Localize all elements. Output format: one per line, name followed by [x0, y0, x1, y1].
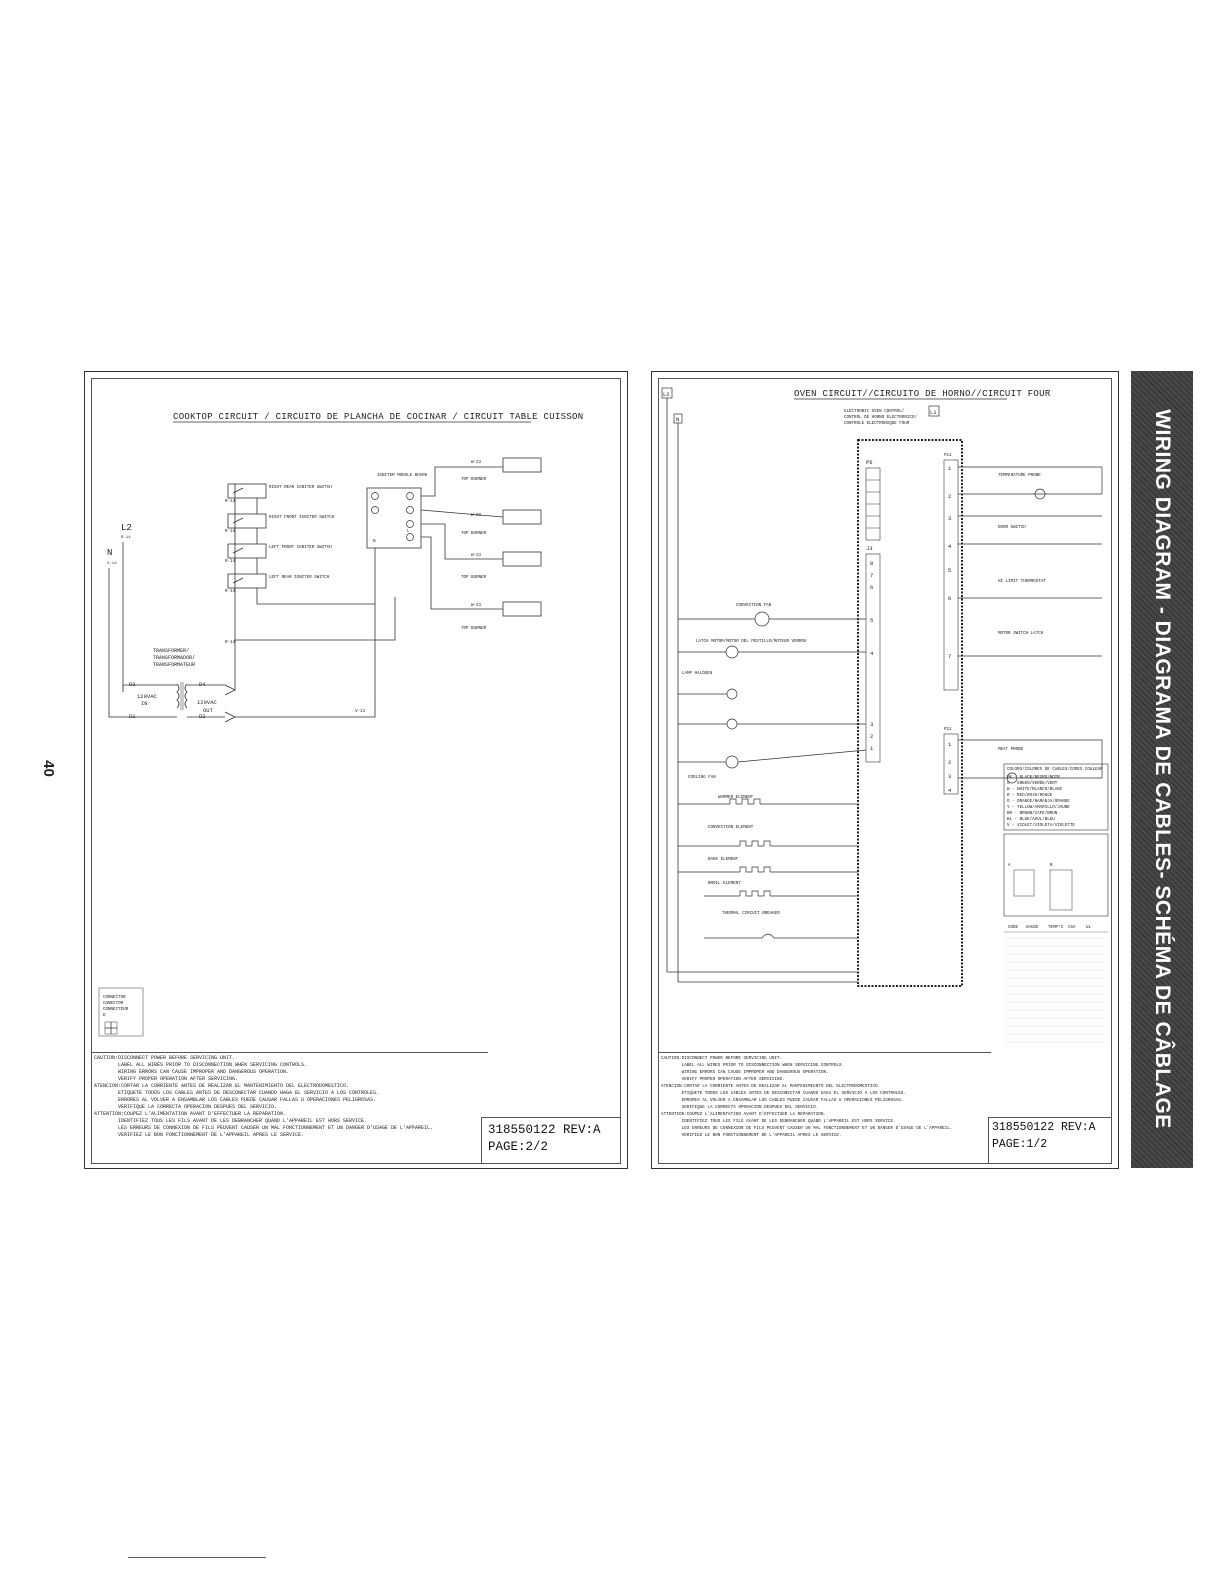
svg-text:BL - BLUE/AZUL/BLEU: BL - BLUE/AZUL/BLEU: [1007, 818, 1055, 822]
n-label: N: [107, 548, 113, 558]
halogen-lamps: [678, 672, 866, 729]
svg-text:CONNECTOR: CONNECTOR: [103, 996, 126, 1000]
svg-text:CONNECTEUR: CONNECTEUR: [103, 1008, 129, 1012]
svg-text:2: 2: [948, 493, 952, 500]
svg-text:GAUGE: GAUGE: [1026, 926, 1039, 930]
top-burner-4: [421, 537, 541, 631]
oven-caution-text: CAUTION:DISCONNECT POWER BEFORE SERVICING UNIT. LABEL ALL WIRES PRIOR TO DISCONNECTION WHEN SERVICING CONTROLS. WIRING ERRORS CAN CAUSE IMPROPER AND DANGEROUS OPERATION. VERIFY PROPER OPERATION AFTER SERVICING. ATENCION:CORTAR LA CORRIENTE ANTES DE REALIZAR EL MANTENIMIENTO DEL ELECTRODOMESTICO. ETIQUETE TODOS LOS CABLES ANTES DE DESCONECTAR CUANDO HAGA EL SERVICIO A LOS CONTROLES. ERRORES AL VOLVER A ENSAMBLAR LOS CABLES PUEDE CAUSAR FALLAS U OPERACIONES PELIGROSAS. VERIFIQUE LA CORRECTA OPERACION DESPUES DEL SERVICIO. ATTENTION:COUPEZ L'ALIMENTATION AVANT D'EFFECTUER LA REPARATION. IDENTIFIEZ TOUS LES FILS AVANT DE LES DEBRANCHER QUAND L'APPAREIL EST HORS SERVICE. LES ERREURS DE CONNEXION DE FILS PEUVENT CAUSER UN MAL FONCTIONNEMENT ET UN DANGER D'USAGE DE L'APPAREIL. VERIFIEZ LE BON FONCTIONNEMENT DE L'APPAREIL APRES LE SERVICE.: [661, 1056, 953, 1138]
svg-text:P11: P11: [944, 454, 952, 458]
svg-text:W - WHITE/BLANCO/BLANC: W - WHITE/BLANCO/BLANC: [1007, 788, 1063, 792]
igniter-switch-lf: [228, 544, 332, 558]
igniter-switch-rf: [228, 514, 335, 528]
sidebar-title: WIRING DIAGRAM - DIAGRAMA DE CABLES- SCHÉMA DE CÂBLAGE: [1151, 409, 1174, 1129]
convection-element: [678, 826, 858, 846]
svg-text:V - VIOLET/VIOLETA/VIOLETTE: V - VIOLET/VIOLETA/VIOLETTE: [1007, 824, 1075, 828]
cooktop-wiring-sheet: [84, 371, 628, 1169]
meat-probe-label: MEAT PROBE: [998, 748, 1024, 752]
svg-text:TEMP°C: TEMP°C: [1048, 926, 1064, 930]
oven-page-label: PAGE:1/2: [992, 1138, 1048, 1151]
svg-text:D2: D2: [199, 713, 206, 720]
svg-text:R-14: R-14: [225, 560, 236, 564]
svg-text:BK - BLACK/NEGRO/NOIR: BK - BLACK/NEGRO/NOIR: [1007, 776, 1060, 780]
oven-n-label: N: [676, 416, 680, 423]
cooktop-diagram: [85, 372, 627, 1052]
oven-title: OVEN CIRCUIT//CIRCUITO DE HORNO//CIRCUIT FOUR: [794, 389, 1051, 399]
wire-gauge-table: [1004, 925, 1108, 1042]
svg-text:7: 7: [948, 653, 952, 660]
p6-connector: [866, 468, 880, 540]
svg-text:P6: P6: [866, 459, 873, 466]
svg-text:WARMER ELEMENT: WARMER ELEMENT: [718, 796, 754, 800]
svg-text:CONVECTION ELEMENT: CONVECTION ELEMENT: [708, 826, 754, 830]
svg-text:P12: P12: [944, 728, 952, 732]
svg-text:V-14: V-14: [355, 710, 366, 714]
svg-text:120VAC: 120VAC: [137, 693, 157, 700]
svg-text:LAMP HALOGEN: LAMP HALOGEN: [682, 672, 713, 676]
svg-text:4: 4: [948, 543, 952, 550]
p12-connector: [944, 734, 958, 794]
svg-text:120VAC: 120VAC: [197, 699, 217, 706]
svg-text:BR - BROWN/CAFE/BRUN: BR - BROWN/CAFE/BRUN: [1007, 812, 1058, 816]
top-burner-2: [421, 510, 541, 536]
svg-text:1: 1: [870, 745, 874, 752]
svg-text:B: B: [1050, 864, 1053, 868]
svg-text:CONTROL DE HORNO ELECTRONICO/: CONTROL DE HORNO ELECTRONICO/: [844, 416, 917, 420]
svg-text:R-14: R-14: [225, 500, 236, 504]
svg-text:W-23: W-23: [471, 604, 482, 608]
svg-text:2: 2: [870, 733, 874, 740]
igniter-switch-rr: [228, 484, 332, 498]
svg-text:OUT: OUT: [203, 707, 213, 714]
svg-text:CONTROLE ELECTRONIQUE FOUR: CONTROLE ELECTRONIQUE FOUR: [844, 422, 910, 426]
j3-connector: [866, 554, 880, 762]
svg-text:TRANSFORMADOR/: TRANSFORMADOR/: [153, 655, 196, 661]
hi-limit-label: HI LIMIT THERMOSTAT: [998, 580, 1046, 584]
svg-text:D1: D1: [129, 713, 136, 720]
svg-text:CONVECTION FAN: CONVECTION FAN: [736, 604, 772, 608]
svg-text:TRANSFORMER/: TRANSFORMER/: [153, 648, 190, 654]
svg-text:RIGHT REAR IGNITER SWITCH: RIGHT REAR IGNITER SWITCH: [269, 486, 332, 490]
broil-element: [704, 882, 858, 896]
igniter-switch-lr: [228, 574, 330, 588]
oven-part-number: 318550122 REV:A: [992, 1121, 1096, 1134]
svg-text:R - RED/ROJO/ROUGE: R - RED/ROJO/ROUGE: [1007, 794, 1053, 798]
motor-switch-label: MOTOR SWITCH LATCH: [998, 632, 1044, 636]
svg-text:2: 2: [948, 759, 952, 766]
p11-connector: [944, 460, 958, 690]
svg-text:THERMAL CIRCUIT BREAKER: THERMAL CIRCUIT BREAKER: [722, 912, 780, 916]
svg-text:7: 7: [870, 572, 874, 579]
convection-fan: [678, 604, 866, 626]
svg-text:1: 1: [948, 741, 952, 748]
svg-text:CSA: CSA: [1068, 926, 1076, 930]
oven-l2-label: L2: [663, 391, 670, 398]
svg-text:W-23: W-23: [471, 514, 482, 518]
svg-text:D4: D4: [199, 681, 206, 688]
svg-text:TOP BURNER: TOP BURNER: [461, 478, 487, 482]
svg-text:IGNITER MODULE BOARD: IGNITER MODULE BOARD: [377, 474, 428, 478]
svg-text:W-23: W-23: [471, 461, 482, 465]
svg-text:UL: UL: [1086, 926, 1092, 930]
oven-diagram: [652, 372, 1118, 1052]
svg-text:TOP BURNER: TOP BURNER: [461, 576, 487, 580]
v14-label: V-14: [107, 562, 117, 566]
svg-text:CODE: CODE: [1008, 926, 1019, 930]
section-sidebar: [1131, 371, 1193, 1168]
oven-control-label: ELECTRONIC OVEN CONTROL/: [844, 410, 905, 414]
connector-d: [99, 988, 143, 1036]
svg-text:5: 5: [948, 567, 952, 574]
svg-text:BAKE ELEMENT: BAKE ELEMENT: [708, 858, 739, 862]
svg-text:3: 3: [948, 773, 952, 780]
cooling-fan: [678, 750, 866, 780]
wire-color-legend: [1004, 764, 1108, 830]
svg-text:Y - YELLOW/AMARILLO/JAUNE: Y - YELLOW/AMARILLO/JAUNE: [1007, 806, 1070, 810]
svg-text:G - GREEN/VERDE/VERT: G - GREEN/VERDE/VERT: [1007, 782, 1058, 786]
cooktop-part-number: 318550122 REV:A: [488, 1123, 601, 1137]
svg-text:W-23: W-23: [471, 554, 482, 558]
door-switch-label: DOOR SWITCH: [998, 526, 1026, 530]
warmer-element: [678, 796, 858, 804]
svg-text:6: 6: [870, 584, 874, 591]
svg-text:8: 8: [870, 560, 874, 567]
svg-text:R-14: R-14: [225, 641, 236, 645]
svg-text:6: 6: [948, 595, 952, 602]
svg-text:4: 4: [870, 650, 874, 657]
svg-text:R-14: R-14: [225, 530, 236, 534]
svg-text:3: 3: [870, 721, 874, 728]
svg-text:R-14: R-14: [225, 590, 236, 594]
igniter-module-board: [367, 474, 428, 548]
oven-l1-label: L1: [930, 409, 937, 416]
cooktop-title: COOKTOP CIRCUIT / CIRCUITO DE PLANCHA DE COCINAR / CIRCUIT TABLE CUISSON: [173, 412, 584, 422]
svg-text:COLORS/COLORES DE CABLES/CODES: COLORS/COLORES DE CABLES/CODES COULEUR: [1007, 768, 1103, 772]
svg-text:D3: D3: [129, 681, 136, 688]
latch-motor: [678, 639, 866, 658]
svg-text:LATCH MOTOR/MOTOR DEL PESTILLO: LATCH MOTOR/MOTOR DEL PESTILLO/MOTEUR VERROU: [696, 640, 807, 644]
svg-text:N: N: [373, 540, 376, 544]
svg-text:TOP BURNER: TOP BURNER: [461, 627, 487, 631]
transformer: [109, 640, 375, 722]
svg-text:5: 5: [870, 617, 874, 624]
cooktop-caution-text: CAUTION:DISCONNECT POWER BEFORE SERVICING UNIT. LABEL ALL WIRES PRIOR TO DISCONNECTION WHEN SERVICING CONTROLS. WIRING ERRORS CAN CAUSE IMPROPER AND DANGEROUS OPERATION. VERIFY PROPER OPERATION AFTER SERVICING. ATENCION:CORTAR LA CORRIENTE ANTES DE REALIZAR EL MANTENIMIENTO DEL ELECTRODOMESTICO. ETIQUETE TODOS LOS CABLES ANTES DE DESCONECTAR CUANDO HAGA EL SERVICIO A LOS CONTROLES. ERRORES AL VOLVER A ENSAMBLAR LOS CABLES PUEDE CAUSAR FALLAS U OPERACIONES PELIGROSAS. VERIFIQUE LA CORRECTA OPERACION DESPUES DEL SERVICIO. ATTENTION:COUPEZ L'ALIMENTATION AVANT D'EFFECTUER LA REPARATION. IDENTIFIEZ TOUS LES FILS AVANT DE LES DEBRANCHER QUAND L'APPAREIL EST HORS SERVICE. LES ERREURS DE CONNEXION DE FILS PEUVENT CAUSER UN MAL FONCTIONNEMENT ET UN DANGER D'USAGE DE L'APPAREIL. VERIFIEZ LE BON FONCTIONNEMENT DE L'APPAREIL APRES LE SERVICE.: [94, 1055, 434, 1138]
svg-text:TRANSFORMATEUR: TRANSFORMATEUR: [153, 662, 196, 668]
thermal-breaker: [704, 912, 858, 938]
footer-rule: [128, 1557, 266, 1558]
bake-element: [678, 858, 858, 872]
oven-wiring-sheet: [651, 371, 1119, 1169]
top-burner-1: [421, 458, 541, 496]
page-number: 40: [39, 760, 57, 777]
svg-text:D: D: [103, 1014, 106, 1018]
svg-text:LEFT REAR IGNITER SWITCH: LEFT REAR IGNITER SWITCH: [269, 576, 330, 580]
svg-text:3: 3: [948, 515, 952, 522]
svg-text:J3: J3: [866, 545, 873, 552]
svg-text:L: L: [407, 530, 410, 534]
svg-text:TOP BURNER: TOP BURNER: [461, 532, 487, 536]
svg-text:LEFT FRONT IGNITER SWITCH: LEFT FRONT IGNITER SWITCH: [269, 546, 332, 550]
svg-text:A: A: [1008, 864, 1011, 868]
l2-label: L2: [121, 523, 132, 533]
svg-text:1: 1: [948, 465, 952, 472]
svg-text:IN: IN: [141, 700, 148, 707]
temp-probe-label: TEMPERATURE PROBE: [998, 474, 1041, 478]
svg-text:BROIL ELEMENT: BROIL ELEMENT: [708, 882, 741, 886]
svg-text:CONECTOR: CONECTOR: [103, 1002, 124, 1006]
svg-text:RIGHT FRONT IGNITER SWITCH: RIGHT FRONT IGNITER SWITCH: [269, 516, 335, 520]
svg-text:4: 4: [948, 787, 952, 794]
svg-text:COOLING FAN: COOLING FAN: [688, 776, 716, 780]
connector-a-b: [1004, 834, 1108, 916]
r14-label: R-14: [121, 536, 131, 540]
cooktop-page-label: PAGE:2/2: [488, 1140, 549, 1154]
electronic-control-board: [858, 440, 962, 986]
svg-text:O - ORANGE/NARANJA/ORANGE: O - ORANGE/NARANJA/ORANGE: [1007, 800, 1070, 804]
